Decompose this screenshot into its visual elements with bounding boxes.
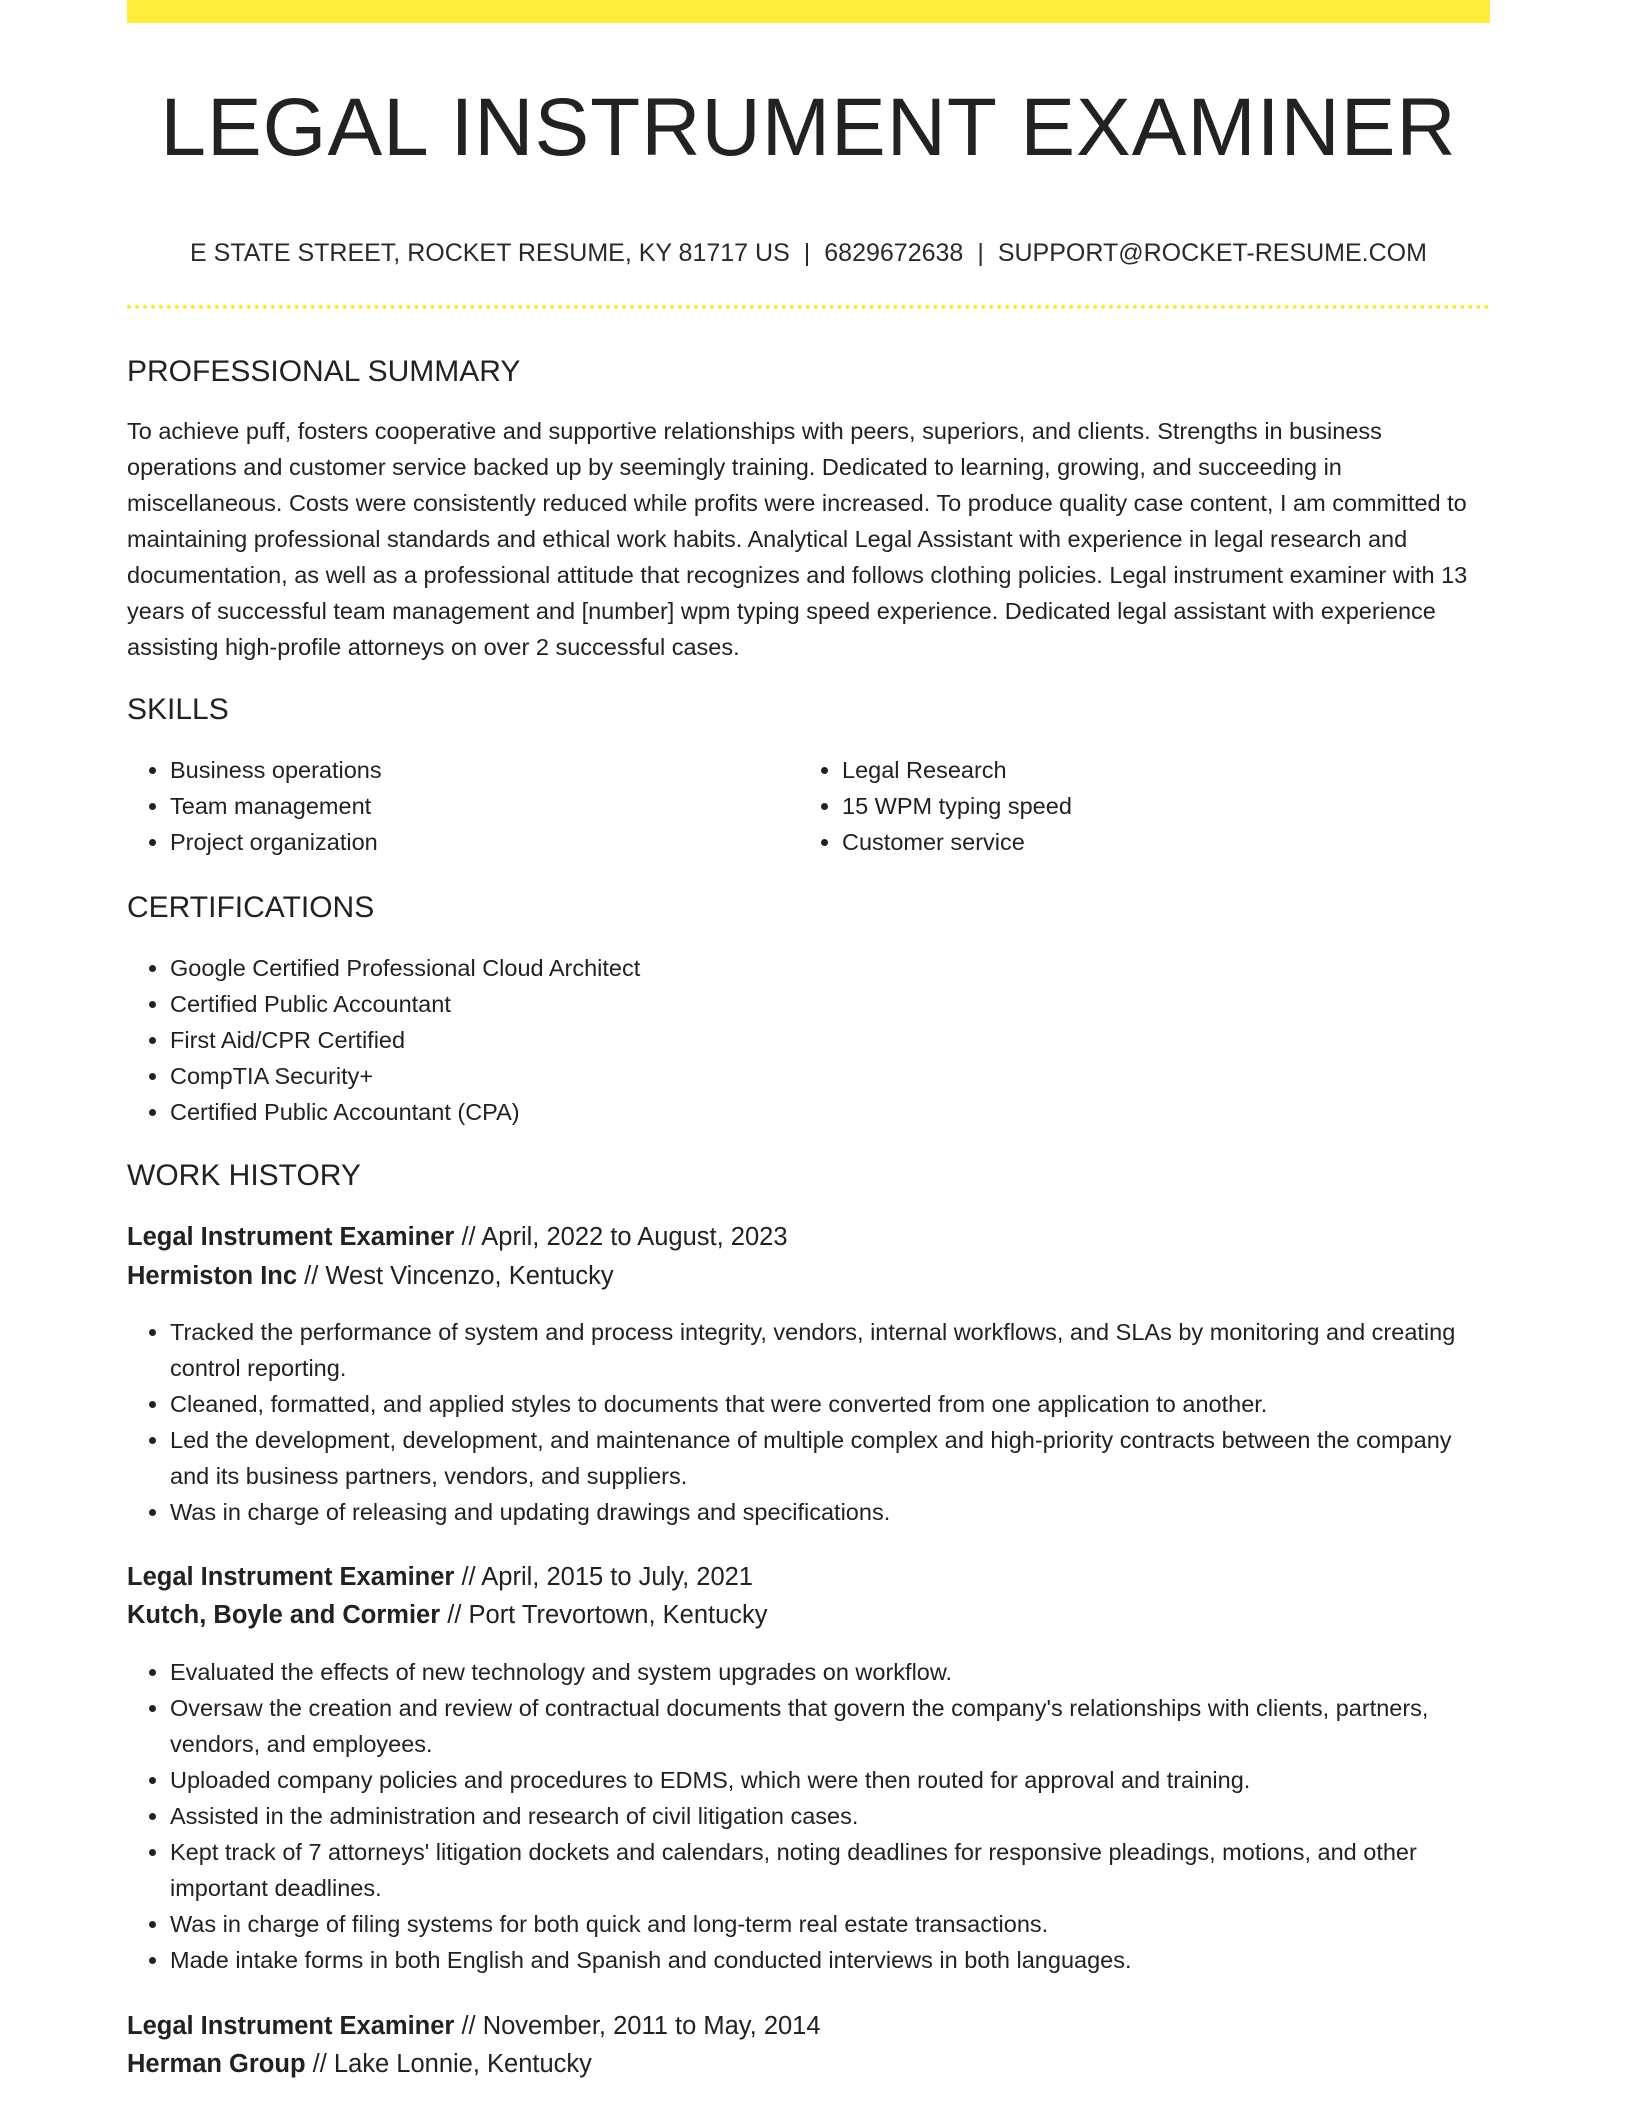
summary-heading: PROFESSIONAL SUMMARY	[127, 355, 521, 388]
job-delimiter: //	[447, 1601, 462, 1629]
job-location: West Vincenzo, Kentucky	[325, 1262, 614, 1290]
work-history-heading: WORK HISTORY	[127, 1159, 361, 1192]
job-delimiter: //	[304, 1262, 319, 1290]
job-bullets	[127, 1314, 1490, 1530]
job-bullets-block	[127, 1314, 1490, 1530]
certification-item: • First Aid/CPR Certified	[170, 1022, 1490, 1058]
job-bullet: • Was in charge of filing systems for both quick and long-term real estate transactions.	[170, 1906, 1490, 1942]
skill-item: • Project organization	[170, 824, 787, 860]
certifications-heading: CERTIFICATIONS	[127, 891, 375, 924]
skill-item: • Business operations	[170, 752, 787, 788]
skill-item: • Legal Research	[842, 752, 1459, 788]
job-bullet: • Cleaned, formatted, and applied styles to documents that were converted from one application to another.	[170, 1386, 1490, 1422]
summary-text: To achieve puff, fosters cooperative and supportive relationships with peers, superiors, and clients. Strengths in business operations and customer service backed up by seemingly training. Dedicated to learning, growing, and succeeding in miscellaneous. Costs were consistently reduced while profits were increased. To produce quality case content, I am committed to maintaining professional standards and ethical work habits. Analytical Legal Assistant with experience in legal research and documentation, as well as a professional attitude that recognizes and follows clothing policies. Legal instrument examiner with 13 years of successful team management and [number] wpm typing speed experience. Dedicated legal assistant with experience assisting high-profile attorneys on over 2 successful cases.	[127, 418, 1468, 660]
job-company-line	[127, 1257, 614, 1295]
skill-item: • Customer service	[842, 824, 1459, 860]
certification-item: • Google Certified Professional Cloud Architect	[170, 950, 1490, 986]
contact-address: E STATE STREET, ROCKET RESUME, KY 81717 US	[190, 239, 790, 267]
contact-separator: |	[803, 239, 811, 267]
certifications-list	[127, 950, 1490, 1130]
job-bullets	[127, 1654, 1490, 1978]
job-title-line	[127, 1558, 753, 1596]
job-bullets-block	[127, 1654, 1490, 1978]
job-bullet: • Tracked the performance of system and process integrity, vendors, internal workflows, and SLAs by monitoring and creating control reporting.	[170, 1314, 1490, 1386]
skill-item: • Team management	[170, 788, 787, 824]
job-delimiter: //	[461, 1223, 476, 1251]
certifications-block	[127, 950, 1490, 1130]
certification-item: • Certified Public Accountant (CPA)	[170, 1094, 1490, 1130]
header-accent-bar	[127, 0, 1490, 23]
job-bullet: • Led the development, development, and maintenance of multiple complex and high-priority contracts between the company and its business partners, vendors, and suppliers.	[170, 1422, 1490, 1494]
job-title: Legal Instrument Examiner	[127, 2012, 455, 2040]
job-delimiter: //	[312, 2050, 327, 2078]
skills-left-column	[127, 752, 787, 860]
job-company: Kutch, Boyle and Cormier	[127, 1601, 441, 1629]
job-delimiter: //	[461, 2012, 476, 2040]
certification-item: • Certified Public Accountant	[170, 986, 1490, 1022]
header-divider	[127, 305, 1490, 309]
job-delimiter: //	[461, 1563, 476, 1591]
contact-phone: 6829672638	[824, 239, 964, 267]
job-company-line	[127, 2045, 592, 2083]
job-bullet: • Made intake forms in both English and Spanish and conducted interviews in both languages.	[170, 1942, 1490, 1978]
job-title: Legal Instrument Examiner	[127, 1563, 455, 1591]
contact-line	[127, 236, 1490, 270]
job-bullet: • Kept track of 7 attorneys' litigation dockets and calendars, noting deadlines for responsive pleadings, motions, and other important deadlines.	[170, 1834, 1490, 1906]
skills-heading: SKILLS	[127, 693, 229, 726]
skills-left-list	[127, 752, 787, 860]
skill-item: • 15 WPM typing speed	[842, 788, 1459, 824]
job-dates: April, 2015 to July, 2021	[481, 1563, 753, 1591]
job-location: Port Trevortown, Kentucky	[468, 1601, 768, 1629]
resume-title: LEGAL INSTRUMENT EXAMINER	[160, 82, 1457, 173]
job-location: Lake Lonnie, Kentucky	[333, 2050, 592, 2078]
job-title-line	[127, 2007, 821, 2045]
contact-email: SUPPORT@ROCKET-RESUME.COM	[997, 239, 1427, 267]
job-bullet: • Assisted in the administration and research of civil litigation cases.	[170, 1798, 1490, 1834]
job-bullet: • Evaluated the effects of new technology and system upgrades on workflow.	[170, 1654, 1490, 1690]
job-company: Hermiston Inc	[127, 1262, 298, 1290]
skills-right-list	[799, 752, 1459, 860]
job-title-line	[127, 1218, 788, 1256]
contact-separator: |	[977, 239, 984, 267]
certification-item: • CompTIA Security+	[170, 1058, 1490, 1094]
job-bullet: • Was in charge of releasing and updating drawings and specifications.	[170, 1494, 1490, 1530]
job-company-line	[127, 1596, 768, 1634]
job-bullet: • Uploaded company policies and procedures to EDMS, which were then routed for approval and training.	[170, 1762, 1490, 1798]
skills-right-column	[799, 752, 1459, 860]
job-dates: November, 2011 to May, 2014	[482, 2012, 821, 2040]
job-dates: April, 2022 to August, 2023	[481, 1223, 788, 1251]
job-title: Legal Instrument Examiner	[127, 1223, 455, 1251]
job-company: Herman Group	[127, 2050, 306, 2078]
job-bullet: • Oversaw the creation and review of contractual documents that govern the company's relationships with clients, partners, vendors, and employees.	[170, 1690, 1490, 1762]
